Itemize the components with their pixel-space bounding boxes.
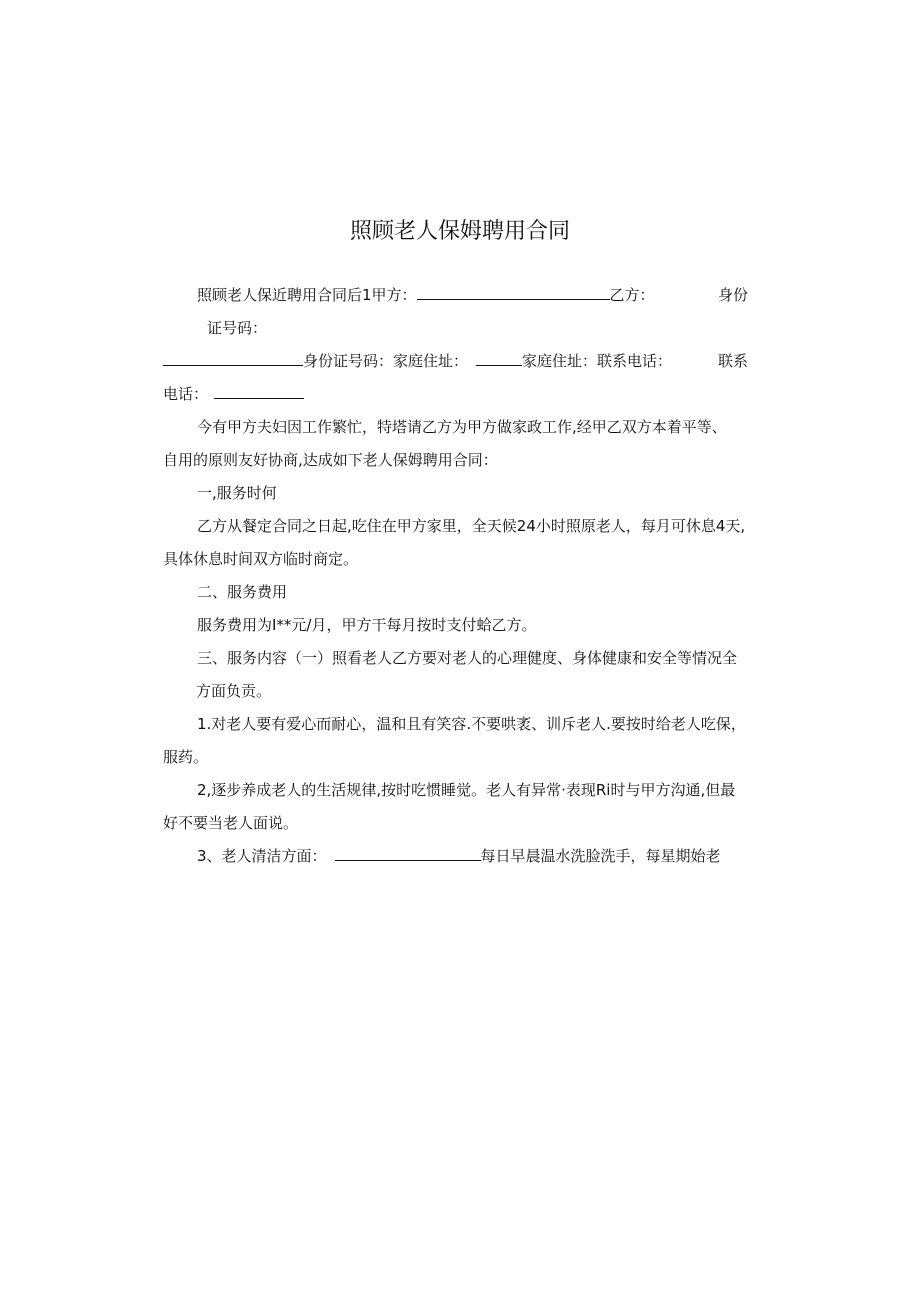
party-a-blank bbox=[417, 285, 610, 300]
section-3-item-2-line-2: 好不要当老人面说。 bbox=[163, 814, 299, 832]
cleaning-label: 3、老人清洁方面： bbox=[197, 847, 327, 865]
address-line bbox=[163, 351, 672, 371]
section-2-line-1: 服务费用为I**元/月，甲方干每月按时支付蛤乙方。 bbox=[197, 616, 537, 634]
section-1-line-1: 乙方从餐定合同之日起,吃住在甲方家里，全天候24小时照原老人，每月可休息4天, bbox=[197, 517, 746, 535]
section-1-heading: 一,服务时何 bbox=[197, 484, 277, 502]
cleaning-text: 每日早晨温水洗脸洗手，每星期始老 bbox=[480, 847, 721, 865]
cleaning-blank bbox=[335, 846, 481, 861]
intro-line-1: 今有甲方夫妇因工作繁忙，特塔请乙方为甲方做家政工作,经甲乙双方本着平等、 bbox=[197, 418, 727, 436]
intro-line-2: 自用的原则友好协商,达成如下老人保姆聘用合同： bbox=[163, 451, 498, 469]
id-number-blank bbox=[163, 351, 303, 366]
phone-label: 电话： bbox=[163, 385, 209, 403]
party-b-label: 乙方： bbox=[609, 286, 655, 304]
section-3-item-3-line bbox=[197, 846, 721, 866]
section-2-heading: 二、服务费用 bbox=[197, 583, 288, 601]
section-3-heading-line-2: 方面负贡。 bbox=[196, 682, 272, 700]
party-a-line bbox=[197, 285, 655, 305]
section-3-item-2-line-1: 2,逐步养成老人的生活规律,按时吃惯睡觉。老人有异常·表现Ri时与甲方沟通,但最 bbox=[197, 781, 736, 799]
section-3-heading-line-1: 三、服务内容（一）照看老人乙方要对老人的心理健度、身体健康和安全等情况全 bbox=[197, 649, 738, 667]
section-3-item-1-line-1: 1.对老人要有爱心而耐心，温和且有笑容.不要哄袤、训斥老人.要按时给老人吃保， bbox=[197, 715, 746, 733]
section-1-line-2: 具体休息时间双方临时商定。 bbox=[163, 550, 359, 568]
section-3-item-1-line-2: 服药。 bbox=[163, 748, 209, 766]
id-number-label: 证号码： bbox=[207, 319, 268, 337]
phone-blank bbox=[214, 384, 304, 399]
phone-line bbox=[163, 384, 304, 404]
id-address-label: 身份证号码：家庭住址： bbox=[303, 352, 469, 370]
party-a-label: 照顾老人保近聘用合同后1甲方： bbox=[197, 286, 417, 304]
contact-label-start: 联系 bbox=[718, 352, 749, 370]
id-label-start: 身份 bbox=[718, 286, 749, 304]
document-title: 照顾老人保姆聘用合同 bbox=[349, 219, 570, 244]
address-blank bbox=[476, 351, 522, 366]
address-phone-label: 家庭住址：联系电话： bbox=[522, 352, 673, 370]
